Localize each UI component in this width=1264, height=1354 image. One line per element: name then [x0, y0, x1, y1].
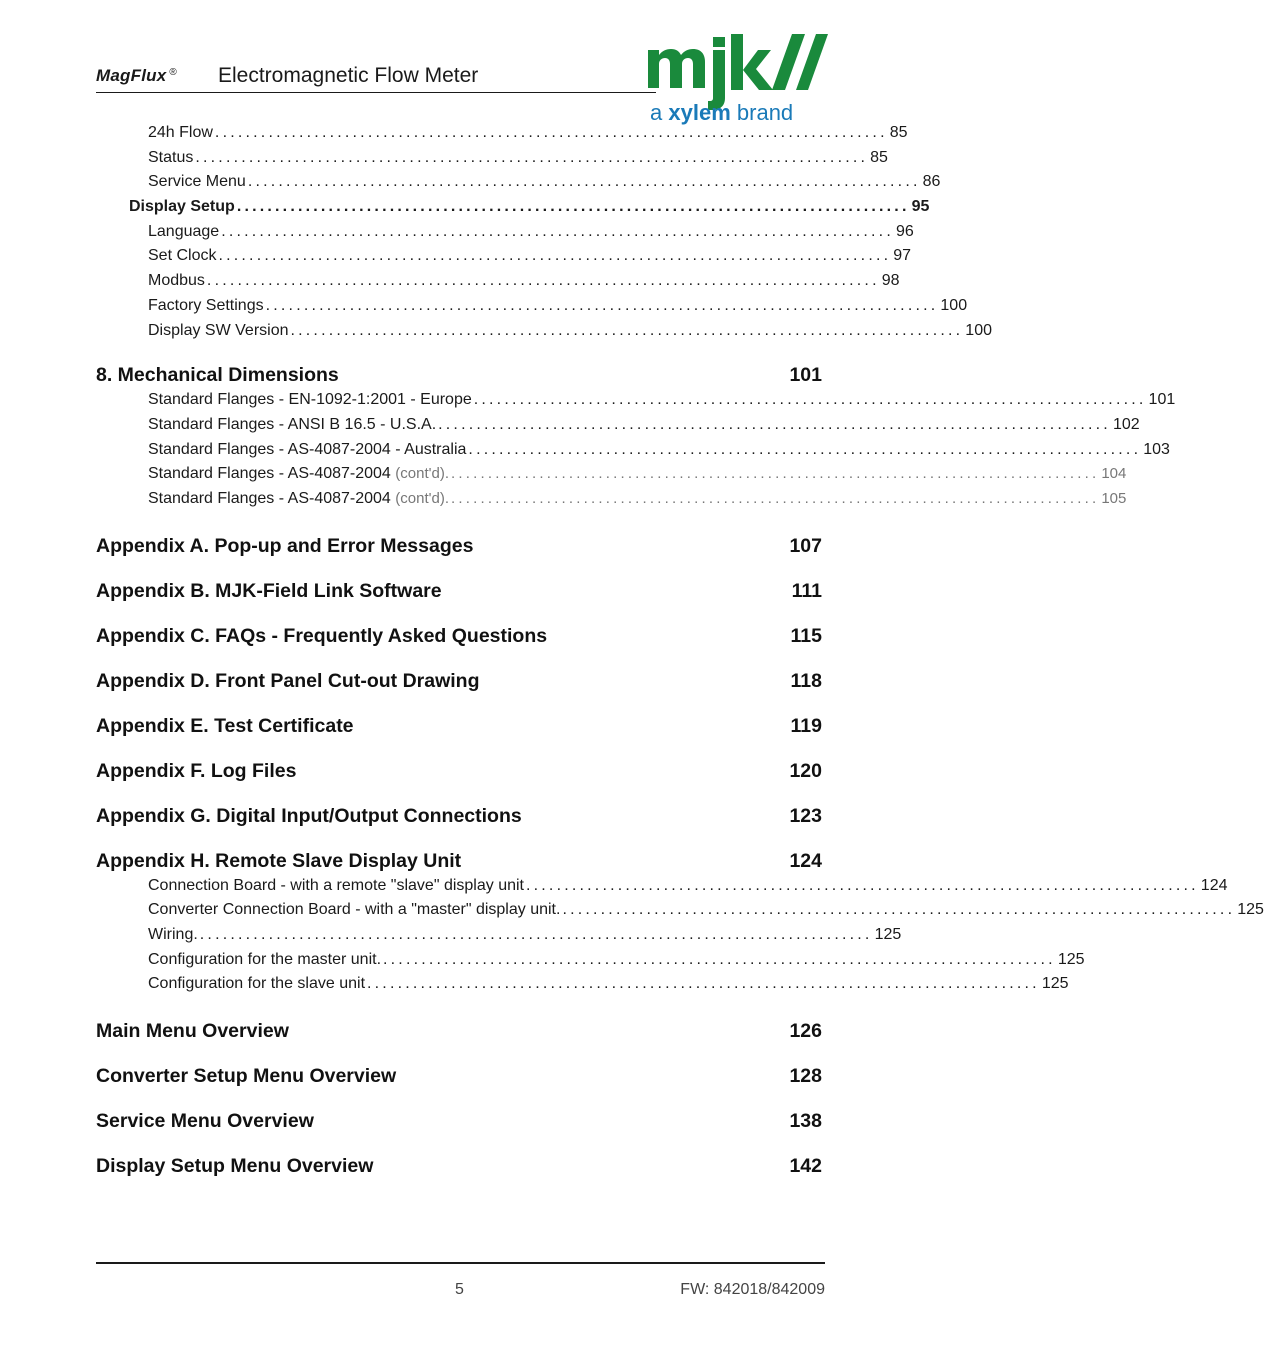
toc-entry-language[interactable]: Language ........................................................................................ 96: [148, 222, 914, 240]
toc-entry-modbus[interactable]: Modbus ........................................................................................ 98: [148, 272, 900, 290]
toc-appendix-a[interactable]: Appendix A. Pop-up and Error Messages 107: [96, 534, 822, 557]
logo-sub-brand: brand: [736, 100, 794, 125]
toc-converter-setup-menu-overview[interactable]: Converter Setup Menu Overview 128: [96, 1065, 822, 1088]
toc-entry-config-slave[interactable]: Configuration for the slave unit ........................................................................................ 125: [148, 975, 1069, 993]
logo-sub-xylem: xylem: [668, 100, 731, 125]
xylem-brand-tagline: [650, 100, 793, 126]
toc-display-setup-menu-overview[interactable]: Display Setup Menu Overview 142: [96, 1155, 822, 1178]
magflux-brand: [96, 66, 177, 86]
toc-main-menu-overview[interactable]: Main Menu Overview 126: [96, 1020, 822, 1043]
toc-entry-display-sw-version[interactable]: Display SW Version ........................................................................................ 100: [148, 321, 992, 339]
toc-entry-flanges-australia-contd-2[interactable]: Standard Flanges - AS-4087-2004 (cont'd). ........................................................................................ 105: [148, 489, 1127, 507]
brand-registered: ®: [169, 67, 177, 78]
toc-entry-display-setup[interactable]: Display Setup ........................................................................................ 95: [129, 198, 930, 216]
toc-entry-converter-connection-board-master[interactable]: Converter Connection Board - with a "master" display unit. ........................................................................................ 125: [148, 901, 1264, 919]
toc-appendix-e[interactable]: Appendix E. Test Certificate 119: [96, 714, 822, 737]
toc-entry-flanges-europe[interactable]: Standard Flanges - EN-1092-1:2001 - Europe ........................................................................................ 101: [148, 391, 1176, 409]
toc-entry-config-master[interactable]: Configuration for the master unit. ........................................................................................ 125: [148, 950, 1085, 968]
toc-entry-service-menu[interactable]: Service Menu ........................................................................................ 86: [148, 173, 941, 191]
toc-entry-24h-flow[interactable]: 24h Flow ........................................................................................ 85: [148, 124, 908, 141]
toc-entry-flanges-australia[interactable]: Standard Flanges - AS-4087-2004 - Australia ........................................................................................ 103: [148, 440, 1170, 458]
page-number: 5: [455, 1281, 464, 1298]
table-of-contents: [96, 124, 1264, 1182]
firmware-version: FW: 842018/842009: [680, 1281, 825, 1298]
brand-flux: Flux: [130, 66, 167, 85]
toc-entry-wiring[interactable]: Wiring. ........................................................................................ 125: [148, 926, 902, 943]
toc-appendix-g[interactable]: Appendix G. Digital Input/Output Connections 123: [96, 804, 822, 827]
document-title: Electromagnetic Flow Meter: [218, 64, 479, 87]
toc-entry-set-clock[interactable]: Set Clock ........................................................................................ 97: [148, 247, 912, 265]
toc-appendix-c[interactable]: Appendix C. FAQs - Frequently Asked Questions 115: [96, 624, 822, 647]
toc-appendix-f[interactable]: Appendix F. Log Files 120: [96, 759, 822, 782]
toc-entry-flanges-australia-contd-1[interactable]: Standard Flanges - AS-4087-2004 (cont'd). ........................................................................................ 104: [148, 465, 1127, 483]
toc-entry-status[interactable]: Status ........................................................................................ 85: [148, 148, 888, 166]
brand-mag: Mag: [96, 66, 131, 85]
toc-service-menu-overview[interactable]: Service Menu Overview 138: [96, 1110, 822, 1133]
toc-chapter-mechanical-dimensions[interactable]: 8. Mechanical Dimensions 101: [96, 364, 822, 387]
footer-divider: [96, 1262, 825, 1264]
header-divider: [96, 92, 656, 93]
toc-appendix-d[interactable]: Appendix D. Front Panel Cut-out Drawing 118: [96, 669, 822, 692]
toc-entry-factory-settings[interactable]: Factory Settings ........................................................................................ 100: [148, 296, 968, 314]
toc-appendix-b[interactable]: Appendix B. MJK-Field Link Software 111: [96, 579, 822, 602]
logo-sub-a: a: [650, 100, 663, 125]
toc-entry-connection-board-slave[interactable]: Connection Board - with a remote "slave" display unit ........................................................................................ 124: [148, 876, 1228, 894]
toc-entry-flanges-usa[interactable]: Standard Flanges - ANSI B 16.5 - U.S.A. ........................................................................................ 102: [148, 415, 1140, 433]
toc-appendix-h[interactable]: Appendix H. Remote Slave Display Unit 124: [96, 849, 822, 872]
